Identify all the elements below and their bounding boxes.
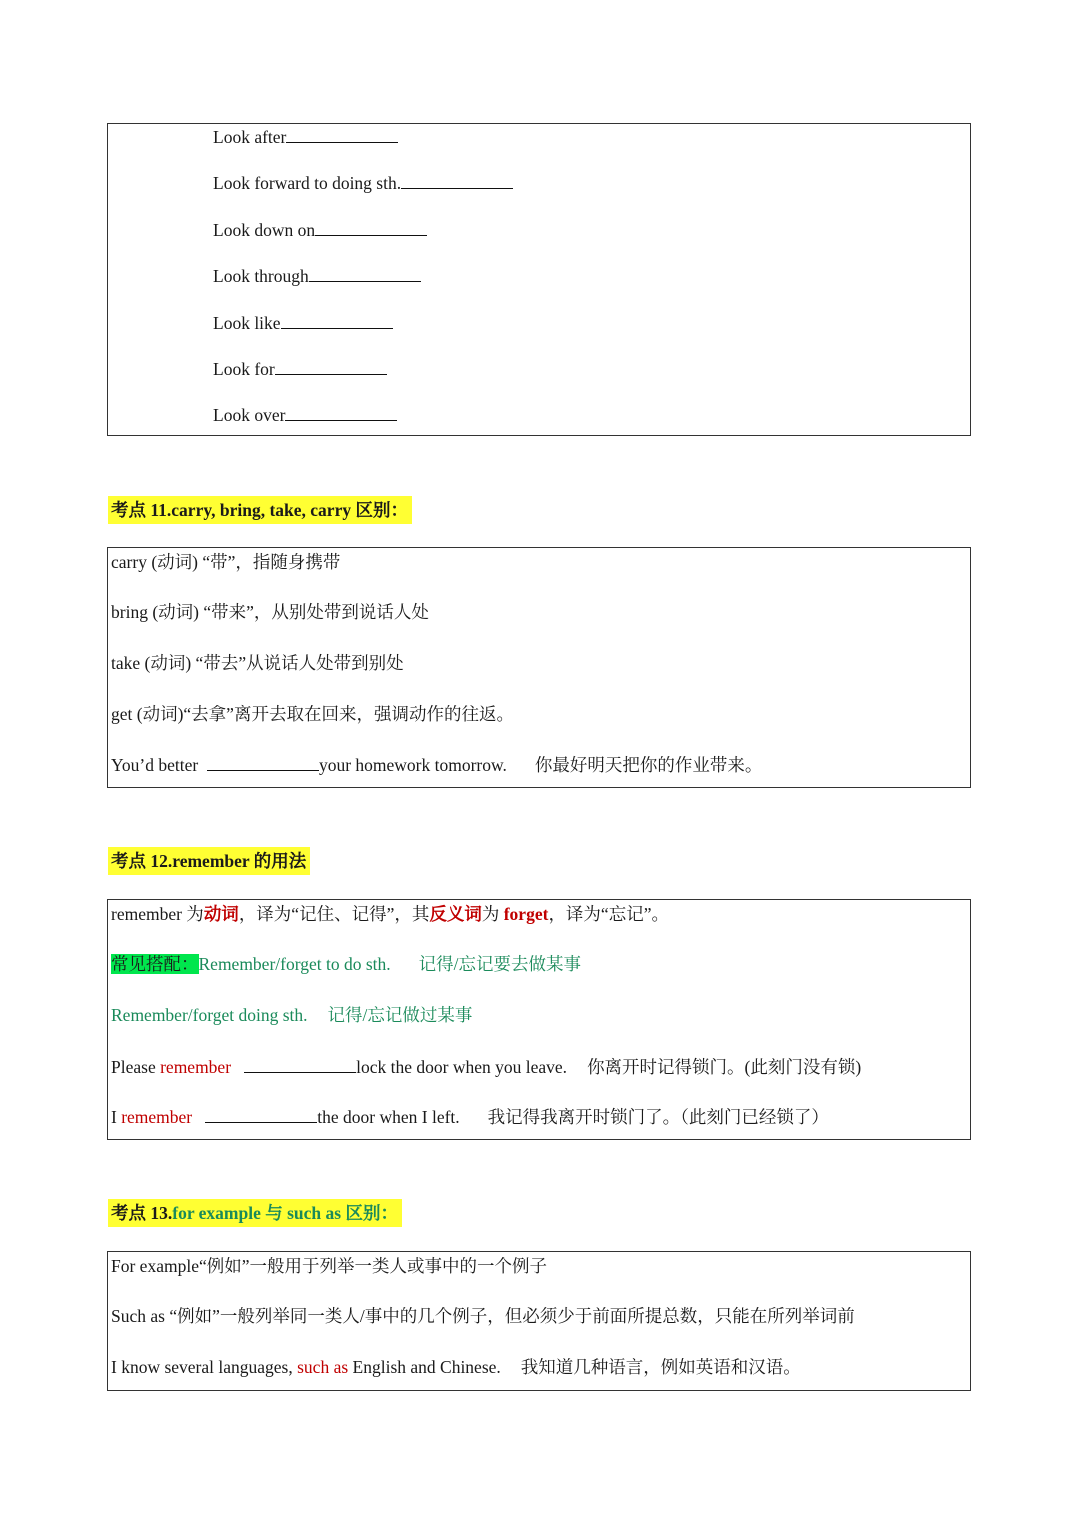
look-item: Look down on [213, 217, 427, 242]
kp11-line-carry: carry (动词) “带”，指随身携带 [111, 552, 341, 572]
fill-blank[interactable] [205, 1104, 317, 1123]
kp12-example-1: Please remember lock the door when you leave. 你离开时记得锁门。(此刻门没有锁) [111, 1054, 861, 1079]
look-phrases-box [107, 123, 971, 436]
look-item: Look through [213, 263, 421, 288]
kp12-collocation-1: 常见搭配：Remember/forget to do sth. 记得/忘记要去做某事 [111, 954, 582, 974]
kp11-example: You’d better your homework tomorrow. 你最好明天把你的作业带来。 [111, 752, 762, 777]
kp11-line-take: take (动词) “带去”从说话人处带到别处 [111, 653, 404, 673]
look-item: Look after [213, 124, 398, 149]
fill-blank[interactable] [207, 752, 319, 771]
fill-blank[interactable] [285, 402, 397, 421]
look-item: Look forward to doing sth. [213, 170, 513, 195]
look-item: Look like [213, 310, 393, 335]
kp13-such-as: Such as “例如”一般列举同一类人/事中的几个例子，但必须少于前面所提总数，只能在所列举词前 [111, 1306, 855, 1326]
collocation-label: 常见搭配： [111, 954, 199, 974]
fill-blank[interactable] [281, 310, 393, 329]
fill-blank[interactable] [309, 263, 421, 282]
look-item: Look for [213, 356, 387, 381]
fill-blank[interactable] [275, 356, 387, 375]
fill-blank[interactable] [315, 217, 427, 236]
kp12-definition: remember 为动词，译为“记住、记得”，其反义词为 forget，译为“忘记”。 [111, 904, 669, 924]
kp11-line-bring: bring (动词) “带来”，从别处带到说话人处 [111, 602, 429, 622]
kp11-heading: 考点 11.carry, bring, take, carry 区别： [108, 496, 412, 524]
kp11-line-get: get (动词)“去拿”离开去取在回来，强调动作的往返。 [111, 704, 514, 724]
look-item: Look over [213, 402, 397, 427]
kp12-heading: 考点 12.remember 的用法 [108, 847, 310, 875]
kp11-box [107, 547, 971, 788]
kp13-example: I know several languages, such as English and Chinese. 我知道几种语言，例如英语和汉语。 [111, 1357, 801, 1377]
fill-blank[interactable] [401, 170, 513, 189]
kp13-box [107, 1251, 971, 1391]
kp13-heading: 考点 13.for example 与 such as 区别： [108, 1199, 402, 1227]
kp12-collocation-2: Remember/forget doing sth. 记得/忘记做过某事 [111, 1005, 473, 1025]
fill-blank[interactable] [244, 1054, 356, 1073]
fill-blank[interactable] [286, 124, 398, 143]
kp12-example-2: I remember the door when I left. 我记得我离开时锁门了。（此刻门已经锁了） [111, 1104, 829, 1129]
kp12-box [107, 899, 971, 1140]
kp13-for-example: For example“例如”一般用于列举一类人或事中的一个例子 [111, 1256, 547, 1276]
